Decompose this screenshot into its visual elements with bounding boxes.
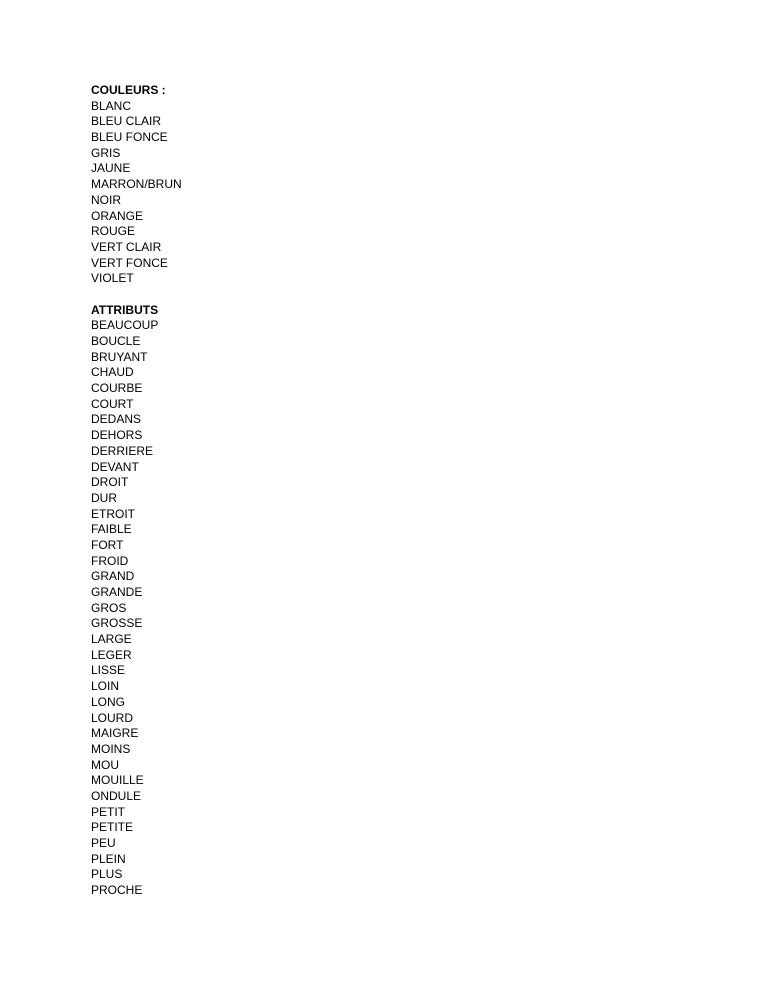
list-item: NOIR [91, 192, 121, 207]
section-heading: COULEURS : [91, 83, 166, 97]
list-item: PEU [91, 836, 116, 850]
list-item: FORT [91, 537, 124, 552]
list-item: VIOLET [91, 271, 134, 286]
list-item: GROSSE [91, 616, 143, 631]
list-item: COURBE [91, 381, 143, 396]
list-item: DEVANT [91, 459, 139, 474]
list-item: DEHORS [91, 428, 143, 443]
section-attributs [91, 303, 691, 899]
list-item: PLEIN [91, 851, 126, 866]
list-item: ROUGE [91, 224, 136, 239]
list-item: MOUILLE [91, 773, 144, 788]
list-item: JAUNE [91, 161, 131, 176]
word-list [91, 318, 691, 898]
list-item: PETIT [91, 804, 126, 819]
list-item: GRAND [91, 569, 135, 584]
list-item: BLANC [91, 98, 132, 113]
section-couleurs [91, 83, 691, 287]
list-item: ETROIT [91, 506, 135, 521]
list-item: BOUCLE [91, 334, 141, 348]
list-item: COURT [91, 396, 134, 411]
list-item: LOURD [91, 710, 134, 725]
list-item: PROCHE [91, 883, 143, 898]
list-item: GROS [91, 600, 127, 615]
word-list [91, 99, 691, 287]
list-item: LARGE [91, 632, 132, 647]
list-item: MOU [91, 757, 119, 772]
list-item: GRIS [91, 145, 121, 160]
list-item: BLEU FONCE [91, 130, 168, 145]
list-item: BRUYANT [91, 349, 148, 364]
list-item: VERT CLAIR [91, 239, 162, 254]
list-item: FAIBLE [91, 522, 132, 537]
list-item: DEDANS [91, 412, 142, 427]
list-item: ORANGE [91, 208, 144, 223]
list-item: PETITE [91, 820, 134, 835]
list-item: ONDULE [91, 788, 142, 803]
list-item: GRANDE [91, 585, 143, 599]
list-item: BLEU CLAIR [91, 114, 162, 129]
list-item: LONG [91, 694, 126, 709]
list-item: CHAUD [91, 365, 134, 380]
list-item: DROIT [91, 475, 129, 490]
list-item: DERRIERE [91, 443, 154, 458]
list-item: PLUS [91, 867, 123, 882]
section-heading: ATTRIBUTS [91, 302, 159, 317]
list-item: LOIN [91, 679, 120, 694]
list-item: BEAUCOUP [91, 318, 159, 333]
list-item: MOINS [91, 741, 131, 756]
list-item: MARRON/BRUN [91, 177, 182, 192]
list-item: MAIGRE [91, 726, 139, 741]
list-item: VERT FONCE [91, 255, 168, 270]
list-item: LEGER [91, 647, 132, 662]
list-item: FROID [91, 553, 129, 568]
list-item: LISSE [91, 663, 126, 678]
list-item: DUR [91, 490, 117, 505]
document-page [91, 83, 691, 899]
